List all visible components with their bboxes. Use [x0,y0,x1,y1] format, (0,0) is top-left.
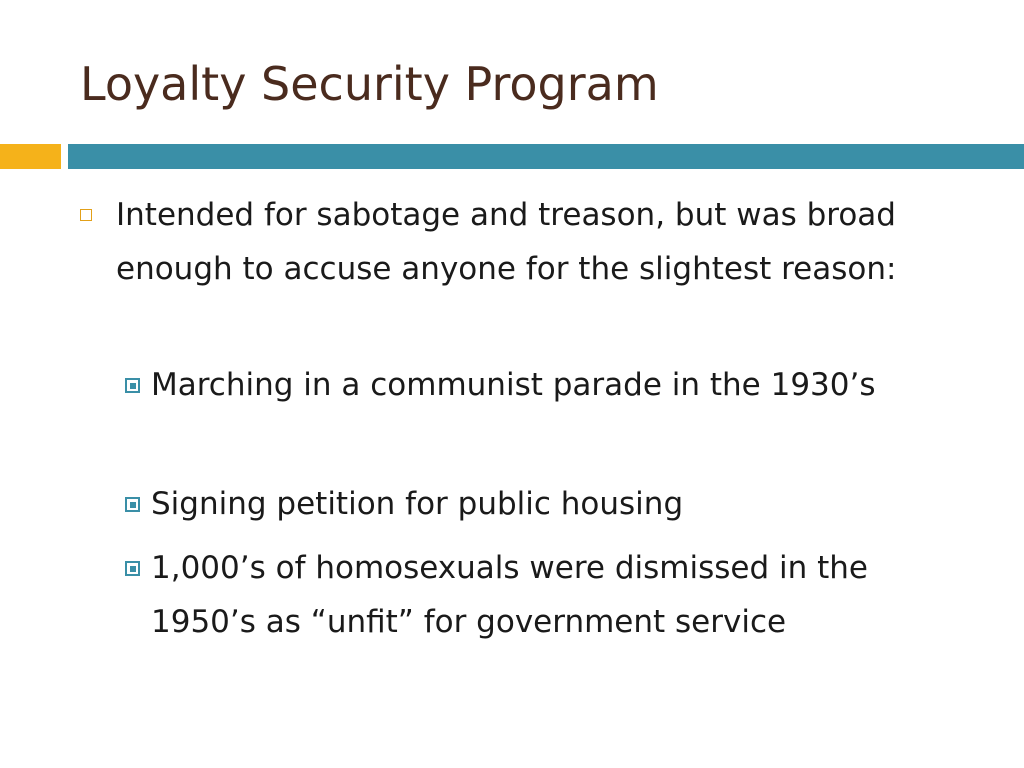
sub-bullet-text: Signing petition for public housing [151,486,684,522]
boxed-square-bullet-icon [125,561,140,576]
bullet-text: Intended for sabotage and treason, but was broad enough to accuse anyone for the slightest reason: [116,197,897,287]
slide-title: Loyalty Security Program [80,57,659,111]
boxed-square-bullet-icon [125,497,140,512]
sub-bullet-text: Marching in a communist parade in the 1930’s [151,367,876,403]
boxed-square-bullet-icon [125,378,140,393]
sub-bullet-text: 1,000’s of homosexuals were dismissed in the 1950’s as “unfit” for government service [151,550,868,640]
hollow-square-bullet-icon [80,209,92,221]
